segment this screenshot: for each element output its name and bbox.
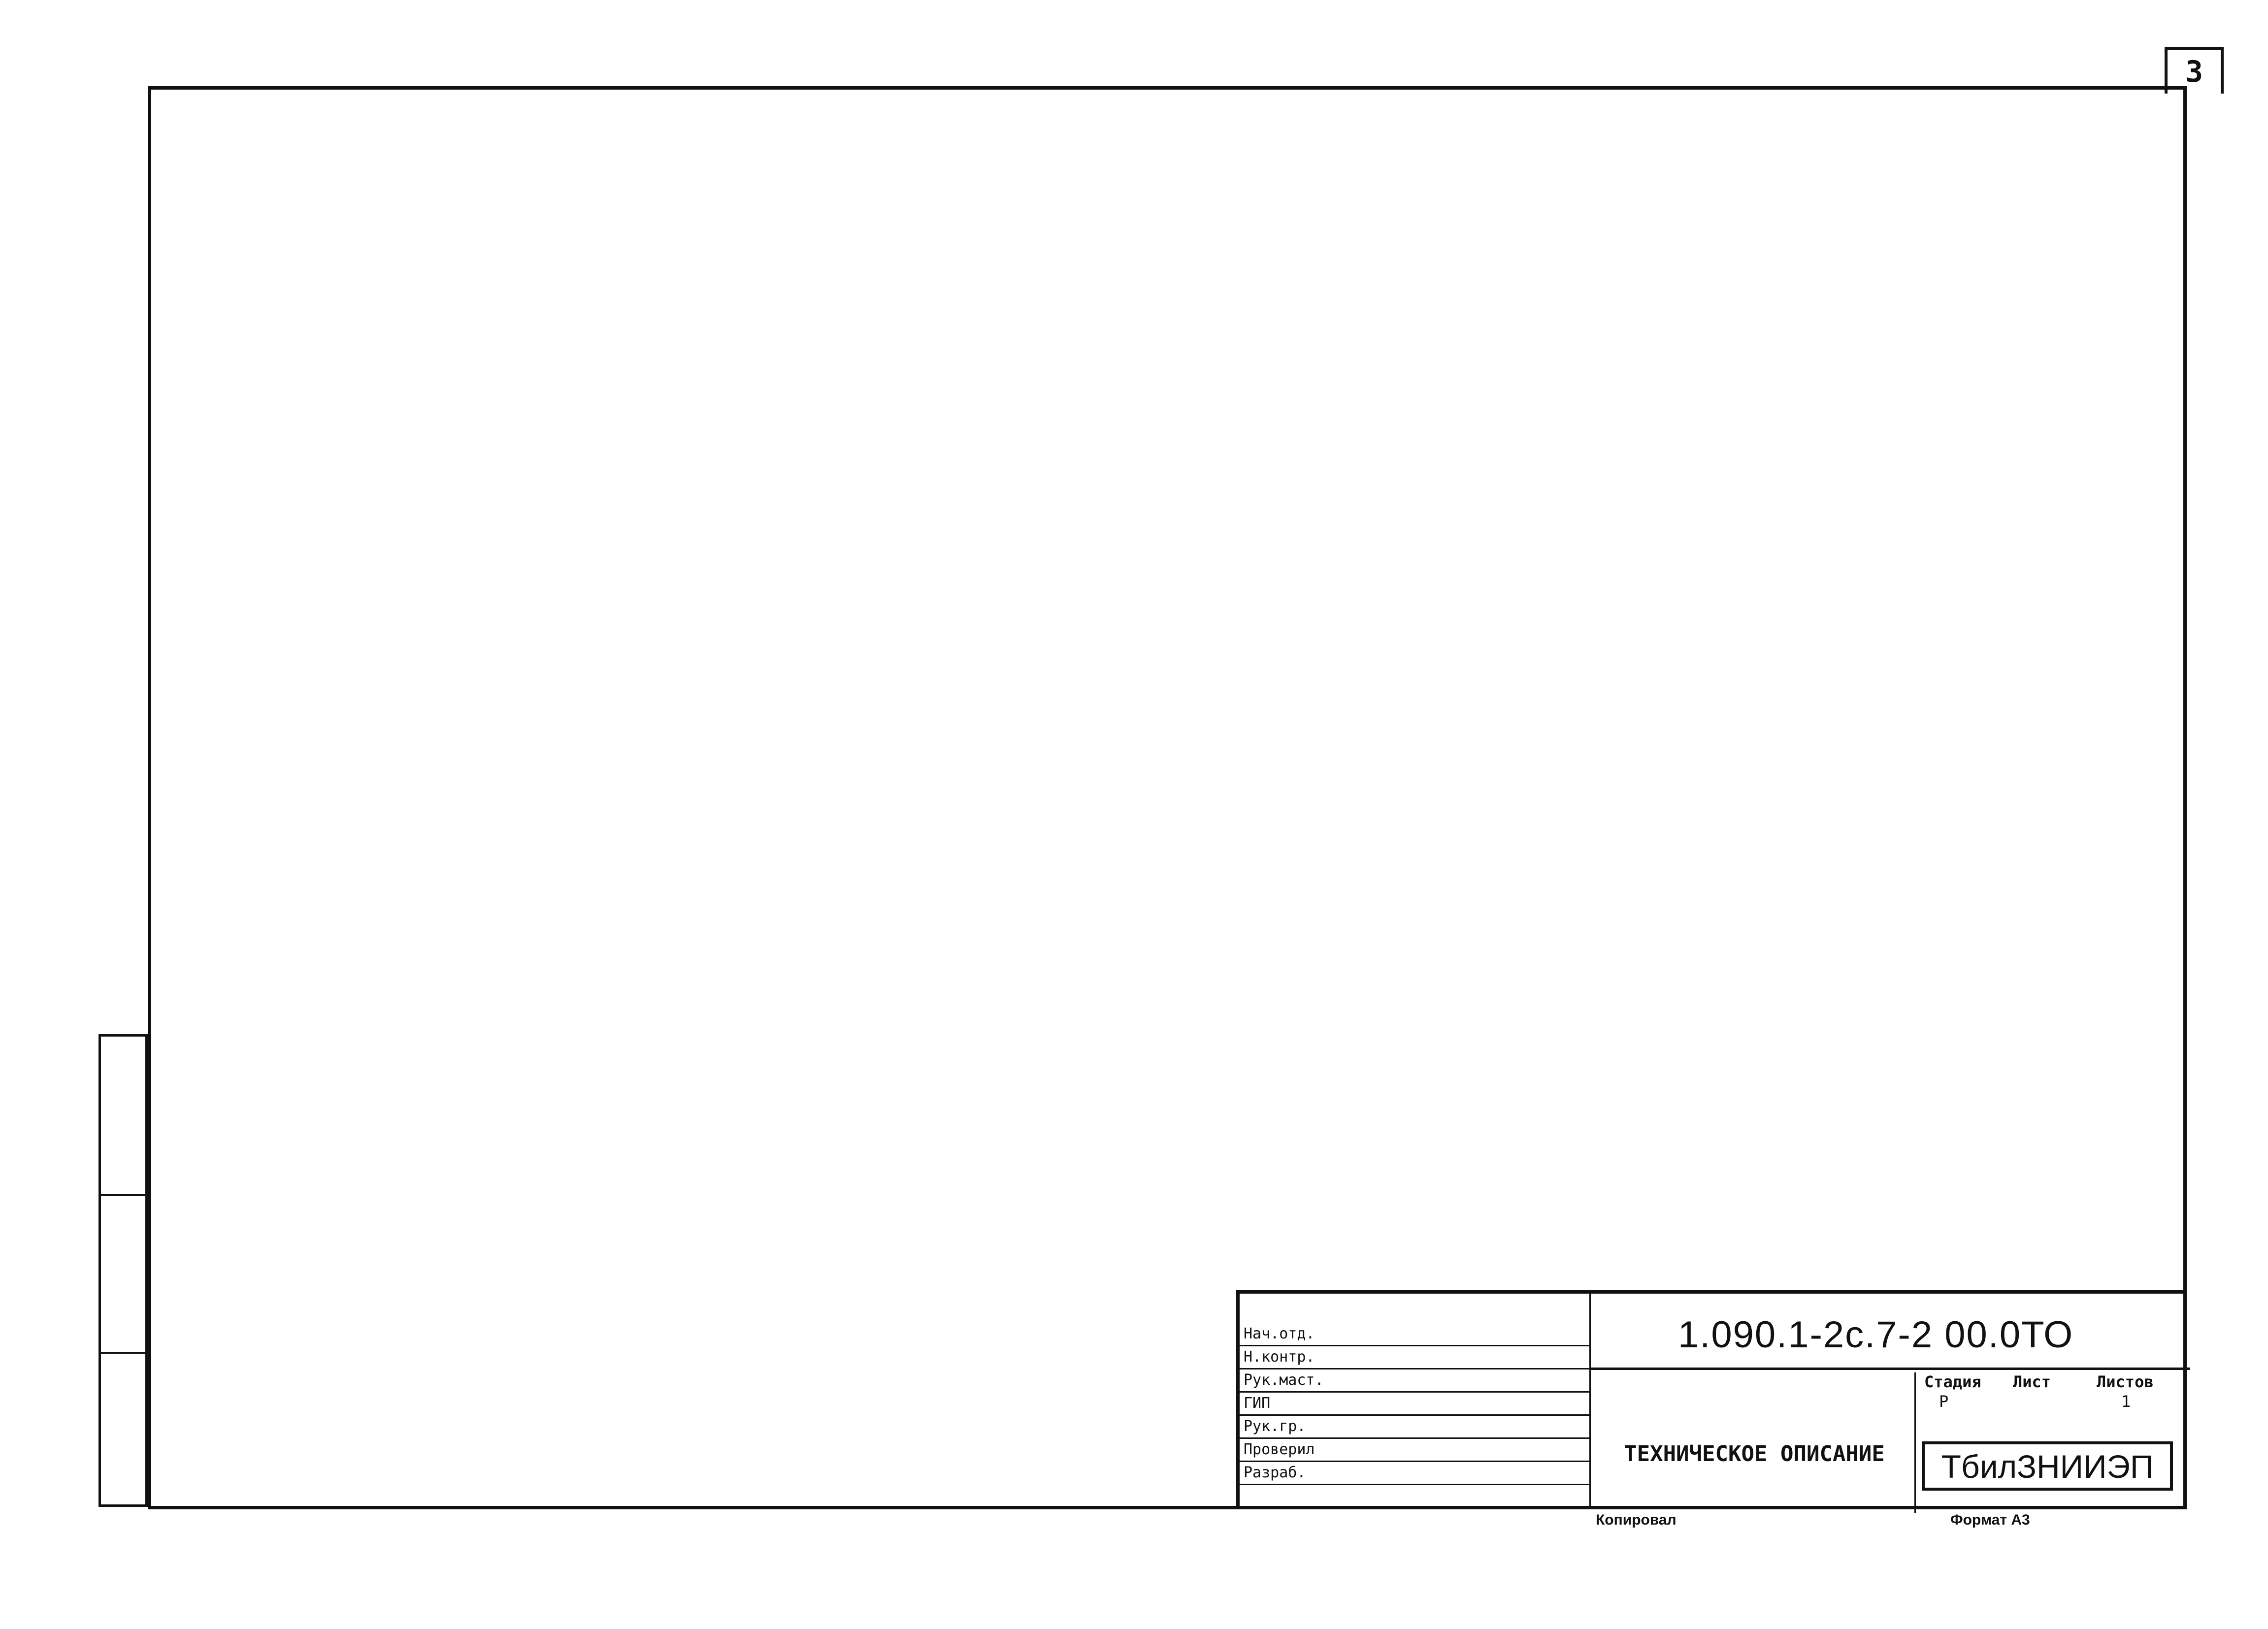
side-stamp (99, 1034, 148, 1507)
sheet-header: Лист (2013, 1372, 2051, 1391)
signature-role: Нач.отд. (1244, 1325, 1315, 1342)
signature-role: Рук.маст. (1244, 1371, 1324, 1389)
copied-note: Копировал (1596, 1512, 1676, 1528)
signature-row (1240, 1416, 1589, 1439)
stage-value: Р (1939, 1392, 1949, 1411)
title-block (1236, 1290, 2187, 1509)
signature-role: Н.контр. (1244, 1348, 1315, 1366)
side-stamp-cell-replacement (101, 1037, 145, 1194)
signature-role: Проверил (1244, 1441, 1315, 1458)
body-text-right-column (1236, 133, 2162, 1118)
title-block-divider (1589, 1368, 2190, 1370)
sheets-value: 1 (2121, 1392, 2131, 1411)
sheets-header: Листов (2097, 1372, 2154, 1391)
title-block-divider (1914, 1372, 1916, 1513)
signature-role: ГИП (1244, 1395, 1271, 1412)
organization-name: ТбилЗНИИЭП (1922, 1441, 2173, 1491)
side-stamp-cell-inventory (101, 1352, 145, 1504)
signature-row (1240, 1393, 1589, 1416)
stage-header: Стадия (1924, 1372, 1981, 1391)
side-stamp-cell-signature (101, 1194, 145, 1352)
page-number: 3 (2165, 47, 2224, 94)
signature-role: Разраб. (1244, 1464, 1306, 1481)
document-title: ТЕХНИЧЕСКОЕ ОПИСАНИЕ (1624, 1441, 1885, 1466)
format-note: Формат А3 (1950, 1512, 2030, 1528)
signature-row (1240, 1346, 1589, 1369)
signature-row (1240, 1462, 1589, 1485)
body-text-left-column (192, 133, 1143, 1463)
signature-row (1240, 1439, 1589, 1462)
document-number: 1.090.1-2с.7-2 00.0ТО (1678, 1314, 2074, 1356)
title-block-divider (1589, 1294, 1591, 1509)
signature-row (1240, 1369, 1589, 1393)
signature-role: Рук.гр. (1244, 1418, 1306, 1435)
signature-row (1240, 1323, 1589, 1346)
